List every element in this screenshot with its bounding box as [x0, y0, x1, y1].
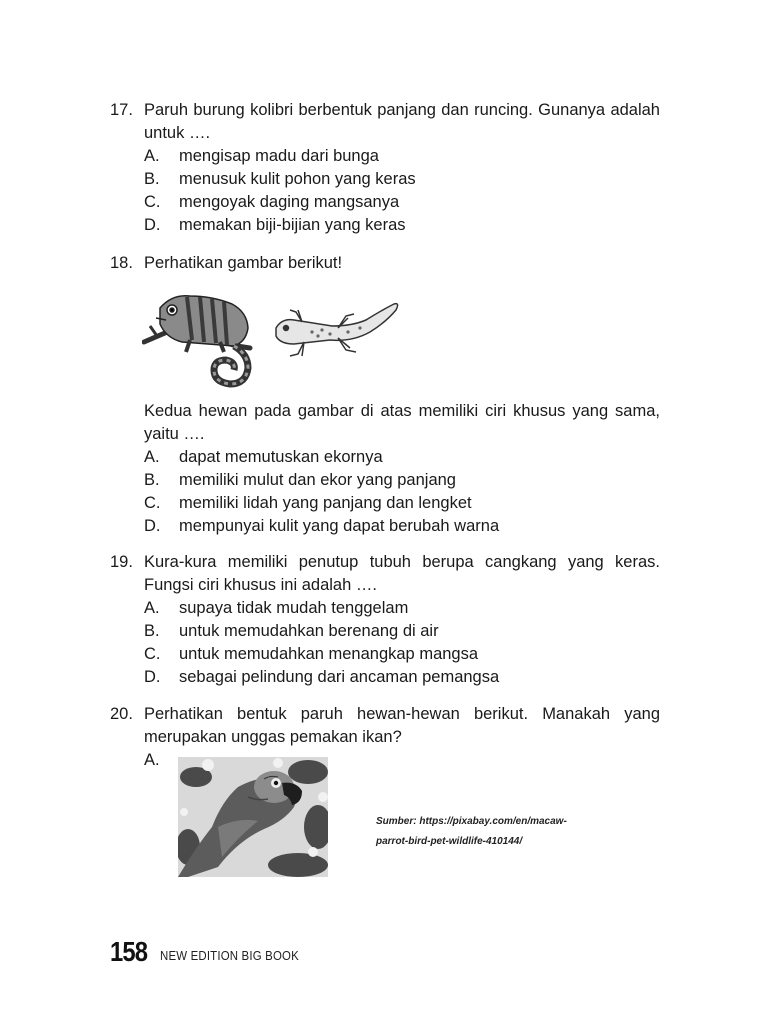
page-number: 158	[110, 936, 148, 967]
option-letter: A.	[144, 751, 160, 769]
option-c	[144, 492, 660, 515]
question-17	[110, 99, 660, 237]
option-letter: A.	[144, 448, 160, 466]
option-letter: D.	[144, 668, 161, 686]
question-text: Paruh burung kolibri berbentuk panjang dan runcing. Gunanya adalah untuk ….	[144, 101, 660, 142]
option-a	[144, 597, 660, 620]
question-text: Perhatikan gambar berikut!	[144, 254, 343, 272]
option-text: mengisap madu dari bunga	[179, 147, 379, 165]
option-text: mempunyai kulit yang dapat berubah warna	[179, 517, 500, 535]
option-text: menusuk kulit pohon yang keras	[179, 170, 416, 188]
option-text: memiliki lidah yang panjang dan lengket	[179, 494, 472, 512]
option-list	[144, 446, 660, 538]
option-letter: B.	[144, 622, 160, 640]
question-number: 20.	[110, 705, 133, 723]
option-text: untuk memudahkan berenang di air	[179, 622, 439, 640]
option-letter: D.	[144, 216, 161, 234]
option-letter: B.	[144, 170, 160, 188]
reptile-illustration	[142, 290, 412, 390]
option-text: dapat memutuskan ekornya	[179, 448, 383, 466]
option-text: untuk memudahkan menangkap mangsa	[179, 645, 479, 663]
chameleon	[156, 296, 248, 384]
option-text: mengoyak daging mangsanya	[179, 193, 400, 211]
option-b	[144, 469, 660, 492]
macaw-parrot-image	[178, 757, 328, 877]
question-19	[110, 551, 660, 689]
option-c	[144, 191, 660, 214]
chameleon-gecko-drawing	[142, 290, 412, 390]
option-letter: C.	[144, 494, 161, 512]
option-text: memakan biji-bijian yang keras	[179, 216, 406, 234]
question-18	[110, 252, 660, 275]
option-b	[144, 168, 660, 191]
question-18-followup	[110, 400, 660, 538]
question-text: Kura-kura memiliki penutup tubuh berupa cangkang yang keras. Fungsi ciri khusus ini adalah ….	[144, 553, 660, 594]
question-followup-text: Kedua hewan pada gambar di atas memiliki ciri khusus yang sama, yaitu ….	[144, 402, 660, 443]
image-source-caption: Sumber: https://pixabay.com/en/macaw-parrot-bird-pet-wildlife-410144/	[376, 816, 567, 847]
option-letter: B.	[144, 471, 160, 489]
option-letter: A.	[144, 147, 160, 165]
option-a	[144, 145, 660, 168]
question-number: 17.	[110, 101, 133, 119]
option-d	[144, 515, 660, 538]
question-number: 19.	[110, 553, 133, 571]
option-d	[144, 214, 660, 237]
option-b	[144, 620, 660, 643]
option-letter: C.	[144, 645, 161, 663]
question-number: 18.	[110, 254, 133, 272]
option-list	[144, 145, 660, 237]
option-c	[144, 643, 660, 666]
gecko	[276, 304, 398, 356]
option-text: supaya tidak mudah tenggelam	[179, 599, 409, 617]
option-letter: C.	[144, 193, 161, 211]
option-letter: A.	[144, 599, 160, 617]
option-list	[144, 597, 660, 689]
option-text: memiliki mulut dan ekor yang panjang	[179, 471, 456, 489]
option-text: sebagai pelindung dari ancaman pemangsa	[179, 668, 500, 686]
option-letter: D.	[144, 517, 161, 535]
option-a	[144, 446, 660, 469]
question-text: Perhatikan bentuk paruh hewan-hewan berikut. Manakah yang merupakan unggas pemakan ikan?	[144, 705, 660, 746]
macaw-photo	[178, 757, 328, 877]
book-title: NEW EDITION BIG BOOK	[160, 948, 299, 963]
option-d	[144, 666, 660, 689]
